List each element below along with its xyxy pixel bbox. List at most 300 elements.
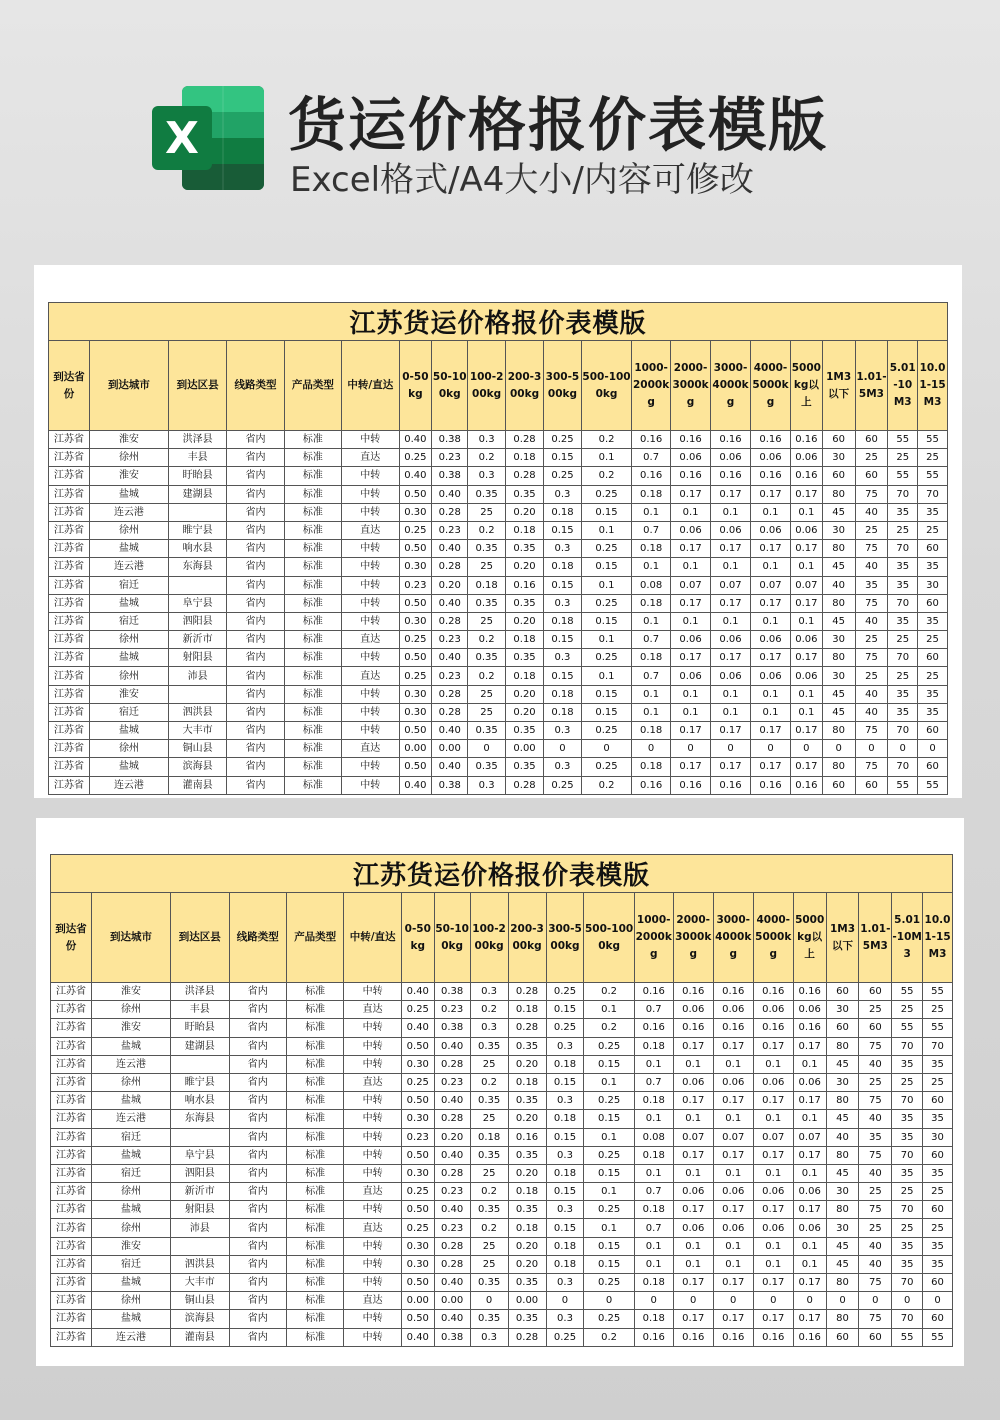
table-cell: 60: [918, 540, 948, 558]
table-cell: 0.16: [713, 983, 753, 1001]
table-cell: 25: [892, 1219, 923, 1237]
table-cell: 40: [859, 1110, 892, 1128]
table-cell: 0.28: [434, 1237, 470, 1255]
table-cell: 80: [826, 1274, 859, 1292]
table-cell: 淮安: [89, 685, 168, 703]
table-cell: [168, 685, 226, 703]
table-cell: 标准: [284, 594, 341, 612]
table-row: [49, 431, 948, 449]
table-cell: 0.17: [673, 1201, 713, 1219]
table-cell: 75: [855, 649, 888, 667]
table-cell: 60: [918, 649, 948, 667]
table-cell: 0.16: [753, 1019, 793, 1037]
table-cell: 标准: [284, 485, 341, 503]
table-cell: 中转: [344, 1110, 401, 1128]
table-cell: 25: [470, 1110, 508, 1128]
table-cell: 0.18: [632, 594, 671, 612]
table-cell: 0.50: [401, 1274, 434, 1292]
table-cell: 0.17: [711, 594, 751, 612]
table-cell: 35: [888, 612, 918, 630]
table-cell: 0: [793, 1292, 826, 1310]
table-cell: 75: [859, 1037, 892, 1055]
table-cell: 盱眙县: [171, 1019, 229, 1037]
table-cell: 江苏省: [51, 1255, 92, 1273]
table-cell: 中转: [344, 1164, 401, 1182]
table-cell: 25: [888, 631, 918, 649]
table-cell: 0: [671, 740, 711, 758]
table-cell: 0.06: [790, 449, 822, 467]
table-cell: 0.06: [751, 521, 791, 539]
table-cell: 0.17: [790, 722, 822, 740]
table-cell: 沛县: [171, 1219, 229, 1237]
table-cell: 0.18: [632, 540, 671, 558]
table-cell: 0.28: [432, 503, 468, 521]
table-cell: 0.15: [584, 1237, 634, 1255]
table-cell: 0.3: [544, 485, 582, 503]
table-cell: 0.1: [671, 558, 711, 576]
table-cell: 0: [673, 1292, 713, 1310]
table-row: [51, 1001, 953, 1019]
table-cell: 0.1: [751, 503, 791, 521]
table-cell: 0.28: [434, 1164, 470, 1182]
table-cell: 0.16: [790, 467, 822, 485]
table-cell: 75: [859, 1146, 892, 1164]
table-cell: 40: [826, 1128, 859, 1146]
table-cell: 盐城: [89, 485, 168, 503]
table-cell: 0.25: [581, 722, 631, 740]
table-cell: 80: [822, 594, 855, 612]
table-cell: 30: [822, 449, 855, 467]
table-cell: 标准: [284, 685, 341, 703]
table-cell: 0.40: [432, 649, 468, 667]
table-cell: 0.06: [713, 1219, 753, 1237]
table-cell: 标准: [286, 1201, 343, 1219]
table-cell: 江苏省: [51, 1201, 92, 1219]
table-cell: 0.1: [713, 1055, 753, 1073]
table-cell: 0.1: [790, 685, 822, 703]
table-cell: 铜山县: [168, 740, 226, 758]
table-cell: 0.28: [506, 467, 544, 485]
table-cell: 30: [826, 1219, 859, 1237]
table-cell: [171, 1055, 229, 1073]
column-header: 中转/直达: [342, 341, 399, 431]
table-cell: 中转: [342, 594, 399, 612]
column-header: 2000-3000kg: [671, 341, 711, 431]
table-cell: 0.3: [546, 1201, 584, 1219]
table-cell: 省内: [229, 1092, 286, 1110]
table-cell: 江苏省: [51, 1128, 92, 1146]
table-cell: 0.38: [432, 467, 468, 485]
table-cell: 0.07: [673, 1128, 713, 1146]
table-cell: 45: [826, 1255, 859, 1273]
table-cell: 70: [888, 649, 918, 667]
table-cell: 大丰市: [171, 1274, 229, 1292]
table-row: [51, 1183, 953, 1201]
table-cell: 0.2: [581, 776, 631, 794]
table-cell: 标准: [286, 1092, 343, 1110]
table-cell: 0.16: [751, 467, 791, 485]
table-cell: 大丰市: [168, 722, 226, 740]
table-cell: 睢宁县: [171, 1073, 229, 1091]
table-cell: 0.06: [671, 631, 711, 649]
table-cell: 0.40: [434, 1146, 470, 1164]
column-header: 到达省份: [49, 341, 90, 431]
table-cell: 0.1: [753, 1164, 793, 1182]
table-cell: [168, 503, 226, 521]
table-cell: 0.20: [506, 503, 544, 521]
table-cell: 标准: [284, 776, 341, 794]
table-cell: 0.2: [468, 521, 506, 539]
table-cell: 徐州: [89, 449, 168, 467]
table-cell: 0.1: [581, 576, 631, 594]
table-cell: 0.17: [673, 1037, 713, 1055]
table-cell: 0.17: [673, 1146, 713, 1164]
table-cell: 0.3: [544, 649, 582, 667]
table-cell: 0.1: [581, 521, 631, 539]
table-cell: 连云港: [89, 776, 168, 794]
table-cell: 中转: [344, 1201, 401, 1219]
table-cell: 灌南县: [168, 776, 226, 794]
table-cell: 0.35: [508, 1037, 546, 1055]
table-cell: 0.40: [434, 1201, 470, 1219]
table-cell: 0.17: [790, 758, 822, 776]
table-cell: 标准: [286, 1310, 343, 1328]
table-cell: 洪泽县: [171, 983, 229, 1001]
table-cell: 75: [859, 1092, 892, 1110]
table-cell: 25: [859, 1001, 892, 1019]
table-cell: 0.15: [546, 1073, 584, 1091]
table-cell: 0.35: [508, 1310, 546, 1328]
table-cell: 0.17: [793, 1037, 826, 1055]
table-cell: 省内: [229, 1274, 286, 1292]
table-cell: 0.00: [506, 740, 544, 758]
table-cell: 30: [822, 521, 855, 539]
table-cell: 直达: [344, 1073, 401, 1091]
table-cell: 0.38: [434, 1328, 470, 1346]
table-cell: 80: [826, 1201, 859, 1219]
table-cell: 0.16: [632, 776, 671, 794]
table-header-row: [51, 893, 953, 983]
table-cell: 0.16: [790, 431, 822, 449]
table-cell: 直达: [344, 1219, 401, 1237]
table-cell: 0.1: [790, 703, 822, 721]
table-cell: 标准: [286, 1237, 343, 1255]
table-cell: 省内: [227, 631, 284, 649]
table-cell: 0.06: [671, 667, 711, 685]
table-row: [49, 740, 948, 758]
table-cell: 30: [923, 1128, 953, 1146]
table-cell: 江苏省: [49, 740, 90, 758]
table-cell: 宿迁: [92, 1128, 171, 1146]
table-row: [51, 1274, 953, 1292]
table-cell: 0.1: [751, 558, 791, 576]
table-cell: 75: [855, 594, 888, 612]
table-cell: 40: [855, 685, 888, 703]
table-cell: 0.1: [634, 1055, 673, 1073]
table-cell: 0.28: [432, 558, 468, 576]
table-cell: 0.16: [713, 1019, 753, 1037]
table-cell: 标准: [286, 1219, 343, 1237]
table-cell: 70: [888, 594, 918, 612]
table-cell: 标准: [284, 703, 341, 721]
table-cell: 0.3: [470, 1019, 508, 1037]
table-cell: 0.50: [399, 594, 432, 612]
table-cell: 0.17: [790, 649, 822, 667]
table-cell: 25: [855, 449, 888, 467]
table-cell: 0.17: [671, 485, 711, 503]
table-cell: 射阳县: [168, 649, 226, 667]
table-cell: 80: [822, 722, 855, 740]
table-cell: 40: [822, 576, 855, 594]
column-header: 10.01-15M3: [923, 893, 953, 983]
table-cell: 0.06: [713, 1001, 753, 1019]
table-cell: 徐州: [89, 667, 168, 685]
table-cell: 省内: [227, 758, 284, 776]
table-cell: 省内: [227, 576, 284, 594]
table-cell: 0.7: [632, 667, 671, 685]
table-cell: 0.17: [713, 1274, 753, 1292]
table-cell: 0.28: [506, 431, 544, 449]
table-cell: 0.1: [790, 612, 822, 630]
table-cell: 35: [892, 1237, 923, 1255]
table-cell: 0.07: [793, 1128, 826, 1146]
table-cell: 0.40: [432, 758, 468, 776]
table-cell: 0.25: [399, 667, 432, 685]
table-cell: 0.3: [546, 1146, 584, 1164]
table-cell: 0.18: [546, 1110, 584, 1128]
table-cell: 沛县: [168, 667, 226, 685]
table-cell: 60: [923, 1092, 953, 1110]
table-cell: 0.17: [793, 1146, 826, 1164]
table-cell: 75: [855, 485, 888, 503]
table-cell: 盐城: [89, 758, 168, 776]
table-cell: 0.16: [671, 431, 711, 449]
table-row: [51, 1128, 953, 1146]
table-cell: 0.18: [632, 758, 671, 776]
table-row: [49, 540, 948, 558]
table-cell: 江苏省: [49, 758, 90, 776]
column-header: 500-1000kg: [584, 893, 634, 983]
table-cell: 江苏省: [49, 612, 90, 630]
table-cell: 中转: [342, 776, 399, 794]
table-cell: 55: [892, 1328, 923, 1346]
table-cell: 省内: [227, 740, 284, 758]
table-cell: 0.07: [711, 576, 751, 594]
table-cell: 省内: [229, 983, 286, 1001]
table-cell: 35: [892, 1164, 923, 1182]
table-cell: 0.30: [399, 503, 432, 521]
table-cell: 省内: [229, 1201, 286, 1219]
table-cell: 25: [892, 1073, 923, 1091]
table-cell: 35: [859, 1128, 892, 1146]
table-cell: 0.16: [671, 467, 711, 485]
column-header: 到达城市: [89, 341, 168, 431]
table-cell: 0.17: [671, 594, 711, 612]
table-cell: 25: [470, 1164, 508, 1182]
table-cell: 25: [892, 1001, 923, 1019]
table-cell: 55: [918, 467, 948, 485]
table-cell: 0.50: [401, 1310, 434, 1328]
table-cell: 灌南县: [171, 1328, 229, 1346]
table-cell: 0.06: [793, 1219, 826, 1237]
table-cell: 宿迁: [89, 612, 168, 630]
table-cell: 泗洪县: [171, 1255, 229, 1273]
table-cell: 45: [826, 1164, 859, 1182]
table-cell: 0.16: [632, 431, 671, 449]
table-row: [49, 594, 948, 612]
table-cell: 25: [923, 1219, 953, 1237]
column-header: 4000-5000kg: [753, 893, 793, 983]
table-cell: 连云港: [89, 558, 168, 576]
table-cell: 0.18: [508, 1073, 546, 1091]
table-cell: 60: [923, 1146, 953, 1164]
excel-logo-icon: [152, 86, 264, 190]
table-cell: 0.35: [470, 1274, 508, 1292]
table-cell: 0.7: [634, 1183, 673, 1201]
table-cell: 省内: [229, 1310, 286, 1328]
table-cell: 徐州: [89, 631, 168, 649]
table-cell: 标准: [284, 540, 341, 558]
table-row: [49, 685, 948, 703]
table-cell: 0.40: [432, 540, 468, 558]
table-cell: 0.17: [671, 649, 711, 667]
table-row: [51, 1310, 953, 1328]
table-cell: 35: [918, 558, 948, 576]
table-cell: 0.17: [751, 540, 791, 558]
table-cell: 淮安: [89, 431, 168, 449]
table-cell: 0.06: [713, 1183, 753, 1201]
table-row: [49, 649, 948, 667]
table-cell: 0.18: [546, 1164, 584, 1182]
table-cell: 0.25: [584, 1092, 634, 1110]
table-cell: 新沂市: [168, 631, 226, 649]
table-cell: 0.20: [508, 1110, 546, 1128]
table-cell: 0.15: [584, 1255, 634, 1273]
table-cell: 0.2: [468, 667, 506, 685]
table-cell: 0.1: [634, 1255, 673, 1273]
table-cell: 0: [855, 740, 888, 758]
table-cell: 35: [892, 1110, 923, 1128]
table-cell: 0.40: [399, 431, 432, 449]
table-cell: 0.7: [634, 1219, 673, 1237]
table-cell: 标准: [284, 558, 341, 576]
table-row: [49, 449, 948, 467]
table-cell: 70: [892, 1037, 923, 1055]
table-cell: 0.38: [434, 1019, 470, 1037]
table-cell: 盐城: [92, 1146, 171, 1164]
table-cell: 25: [918, 521, 948, 539]
table-cell: 60: [859, 1328, 892, 1346]
table-cell: 江苏省: [51, 1110, 92, 1128]
table-cell: 0.17: [671, 758, 711, 776]
table-cell: 0.1: [673, 1055, 713, 1073]
table-cell: 40: [859, 1255, 892, 1273]
table-cell: 35: [923, 1237, 953, 1255]
table-cell: 0.17: [793, 1201, 826, 1219]
table-row: [49, 503, 948, 521]
column-header: 4000-5000kg: [751, 341, 791, 431]
table-cell: 0.1: [713, 1255, 753, 1273]
table-cell: 60: [826, 1019, 859, 1037]
table-cell: 0.18: [634, 1146, 673, 1164]
table-cell: 40: [855, 612, 888, 630]
table-cell: 新沂市: [171, 1183, 229, 1201]
table-cell: 0.28: [432, 703, 468, 721]
table-cell: 0.1: [751, 703, 791, 721]
table-cell: 标准: [284, 612, 341, 630]
column-header: 100-200kg: [470, 893, 508, 983]
column-header: 到达区县: [171, 893, 229, 983]
table-cell: 0.20: [508, 1164, 546, 1182]
column-header: 1.01-5M3: [859, 893, 892, 983]
table-cell: 0.16: [506, 576, 544, 594]
table-cell: 0.17: [673, 1092, 713, 1110]
table-cell: 0.17: [671, 540, 711, 558]
table-cell: 直达: [342, 631, 399, 649]
table-cell: 45: [822, 612, 855, 630]
table-cell: 江苏省: [49, 449, 90, 467]
table-cell: 0.35: [468, 758, 506, 776]
table-cell: 中转: [342, 685, 399, 703]
table-cell: 响水县: [171, 1092, 229, 1110]
table-cell: 70: [892, 1092, 923, 1110]
page-subtitle: Excel格式/A4大小/内容可修改: [290, 160, 754, 200]
table-cell: 标准: [284, 576, 341, 594]
table-cell: 70: [888, 758, 918, 776]
table-cell: 标准: [284, 667, 341, 685]
table-cell: 直达: [344, 1183, 401, 1201]
column-header: 0-50kg: [399, 341, 432, 431]
table-cell: 中转: [344, 1055, 401, 1073]
table-cell: 35: [855, 576, 888, 594]
table-cell: 0.2: [584, 1328, 634, 1346]
column-header: 200-300kg: [508, 893, 546, 983]
table-cell: 0.40: [401, 1019, 434, 1037]
table-cell: 江苏省: [51, 1073, 92, 1091]
table-cell: 0.15: [546, 1001, 584, 1019]
table-cell: 省内: [229, 1183, 286, 1201]
table-cell: 中转: [342, 485, 399, 503]
table-cell: 75: [855, 722, 888, 740]
table-cell: 0: [470, 1292, 508, 1310]
table-cell: 0.40: [434, 1037, 470, 1055]
table-cell: 中转: [342, 649, 399, 667]
table-row: [49, 612, 948, 630]
table-cell: 江苏省: [51, 1019, 92, 1037]
table-cell: 35: [918, 685, 948, 703]
table-cell: 55: [923, 1019, 953, 1037]
table-cell: 60: [923, 1310, 953, 1328]
table-cell: 江苏省: [51, 983, 92, 1001]
table-cell: 0.18: [470, 1128, 508, 1146]
table-cell: 0.2: [584, 1019, 634, 1037]
table-cell: 0.2: [584, 983, 634, 1001]
table-cell: 0.50: [401, 1201, 434, 1219]
table-cell: 滨海县: [171, 1310, 229, 1328]
column-header: 到达省份: [51, 893, 92, 983]
table-cell: 25: [855, 667, 888, 685]
table-cell: 0.1: [711, 685, 751, 703]
table-cell: 0.2: [468, 631, 506, 649]
table-cell: 0.25: [546, 1019, 584, 1037]
column-header: 到达区县: [168, 341, 226, 431]
table-cell: 0: [753, 1292, 793, 1310]
table-cell: 省内: [229, 1292, 286, 1310]
table-cell: 连云港: [89, 503, 168, 521]
table-cell: 0.1: [632, 558, 671, 576]
table-cell: 35: [892, 1255, 923, 1273]
table-cell: 25: [468, 703, 506, 721]
